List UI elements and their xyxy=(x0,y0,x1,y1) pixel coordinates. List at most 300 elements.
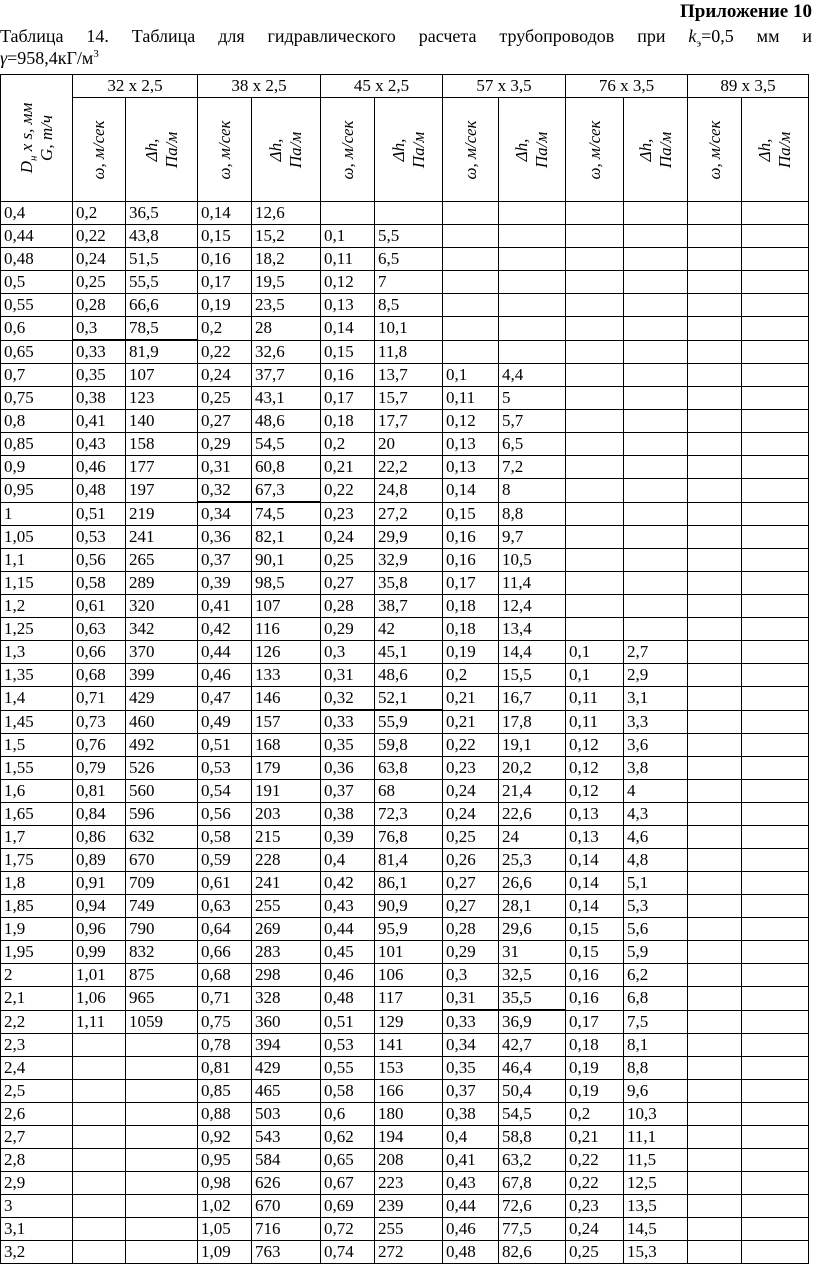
table-cell: 0,55 xyxy=(321,1057,375,1080)
table-cell xyxy=(742,271,809,294)
table-cell: 20 xyxy=(375,433,443,456)
table-cell xyxy=(499,340,566,364)
table-cell xyxy=(742,710,809,734)
table-cell: 0,95 xyxy=(198,1149,252,1172)
table-cell: 1,09 xyxy=(198,1241,252,1264)
flow-cell: 0,55 xyxy=(1,294,73,317)
table-row xyxy=(1,872,809,895)
table-cell xyxy=(566,271,624,294)
table-cell: 10,3 xyxy=(624,1103,688,1126)
table-cell: 560 xyxy=(126,780,198,803)
table-cell: 13,7 xyxy=(375,364,443,387)
table-cell xyxy=(688,271,742,294)
table-cell: 0,15 xyxy=(566,918,624,941)
table-cell: 0,27 xyxy=(321,572,375,595)
flow-cell: 0,5 xyxy=(1,271,73,294)
table-cell: 965 xyxy=(126,987,198,1011)
table-cell: 0,22 xyxy=(198,340,252,364)
table-cell: 24 xyxy=(499,826,566,849)
table-cell: 177 xyxy=(126,456,198,479)
table-cell: 0,56 xyxy=(73,549,126,572)
table-row xyxy=(1,780,809,803)
table-cell: 0,22 xyxy=(566,1149,624,1172)
table-cell: 0,15 xyxy=(198,225,252,248)
table-cell xyxy=(443,271,499,294)
table-cell: 35,5 xyxy=(499,987,566,1011)
table-cell: 2,9 xyxy=(624,664,688,687)
table-cell: 0,86 xyxy=(73,826,126,849)
table-cell xyxy=(566,340,624,364)
table-cell: 129 xyxy=(375,1010,443,1034)
table-cell: 22,6 xyxy=(499,803,566,826)
table-row xyxy=(1,641,809,664)
pressure-loss-symbol: Δh, xyxy=(266,138,285,161)
table-row xyxy=(1,1034,809,1057)
table-cell: 3,1 xyxy=(624,687,688,711)
table-cell xyxy=(688,1034,742,1057)
table-cell: 832 xyxy=(126,941,198,964)
table-cell: 749 xyxy=(126,895,198,918)
table-cell xyxy=(624,271,688,294)
flow-cell: 1,95 xyxy=(1,941,73,964)
flow-cell: 2,2 xyxy=(1,1010,73,1034)
table-cell: 0,22 xyxy=(321,479,375,503)
table-cell xyxy=(126,1218,198,1241)
table-cell: 0,23 xyxy=(443,757,499,780)
flow-cell: 1,15 xyxy=(1,572,73,595)
table-cell xyxy=(688,502,742,526)
table-row xyxy=(1,618,809,641)
table-cell: 11,5 xyxy=(624,1149,688,1172)
table-cell: 0,1 xyxy=(321,225,375,248)
table-cell xyxy=(126,1149,198,1172)
table-cell xyxy=(742,987,809,1011)
table-cell xyxy=(742,294,809,317)
table-cell: 0,17 xyxy=(321,387,375,410)
table-cell: 1,11 xyxy=(73,1010,126,1034)
table-cell: 0,24 xyxy=(321,526,375,549)
table-cell: 0,19 xyxy=(198,294,252,317)
table-cell xyxy=(624,317,688,341)
pressure-loss-header xyxy=(624,98,688,202)
table-cell: 0,88 xyxy=(198,1103,252,1126)
table-cell xyxy=(688,826,742,849)
table-cell xyxy=(742,1195,809,1218)
caption-text: Таблица 14. Таблица для гидравлического расчета трубопроводов при xyxy=(0,26,666,46)
table-cell: 0,13 xyxy=(443,456,499,479)
table-row xyxy=(1,757,809,780)
table-cell: 1059 xyxy=(126,1010,198,1034)
table-cell: 0,46 xyxy=(443,1218,499,1241)
table-cell: 54,5 xyxy=(252,433,321,456)
size-header: 45 x 2,5 xyxy=(321,75,443,98)
table-cell: 0,38 xyxy=(321,803,375,826)
table-cell xyxy=(566,294,624,317)
table-cell: 2,7 xyxy=(624,641,688,664)
table-cell xyxy=(73,1126,126,1149)
table-cell: 10,1 xyxy=(375,317,443,341)
table-cell: 50,4 xyxy=(499,1080,566,1103)
table-cell: 197 xyxy=(126,479,198,503)
table-row xyxy=(1,433,809,456)
table-cell xyxy=(499,248,566,271)
table-cell: 0,51 xyxy=(198,734,252,757)
table-cell: 0,46 xyxy=(198,664,252,687)
table-row xyxy=(1,340,809,364)
flow-cell: 0,7 xyxy=(1,364,73,387)
table-cell xyxy=(73,1172,126,1195)
table-cell: 0,76 xyxy=(73,734,126,757)
table-row xyxy=(1,710,809,734)
flow-cell: 3 xyxy=(1,1195,73,1218)
table-cell: 0,41 xyxy=(443,1149,499,1172)
table-cell: 0,21 xyxy=(566,1126,624,1149)
table-cell: 0,28 xyxy=(443,918,499,941)
table-cell xyxy=(688,1241,742,1264)
table-cell: 0,25 xyxy=(321,549,375,572)
flow-cell: 0,85 xyxy=(1,433,73,456)
table-cell: 0,31 xyxy=(443,987,499,1011)
table-cell xyxy=(375,202,443,225)
table-cell xyxy=(688,549,742,572)
table-row xyxy=(1,826,809,849)
table-cell xyxy=(742,618,809,641)
size-header: 89 x 3,5 xyxy=(688,75,809,98)
table-cell: 20,2 xyxy=(499,757,566,780)
table-cell: 0,71 xyxy=(198,987,252,1011)
table-cell xyxy=(688,987,742,1011)
table-cell: 168 xyxy=(252,734,321,757)
table-cell xyxy=(624,502,688,526)
table-cell xyxy=(688,479,742,503)
table-cell: 0,3 xyxy=(321,641,375,664)
table-cell: 241 xyxy=(252,872,321,895)
table-cell xyxy=(742,918,809,941)
table-cell: 117 xyxy=(375,987,443,1011)
table-cell xyxy=(742,248,809,271)
table-cell xyxy=(688,1010,742,1034)
table-cell: 0,31 xyxy=(321,664,375,687)
table-cell xyxy=(742,1172,809,1195)
table-cell: 66,6 xyxy=(126,294,198,317)
table-cell xyxy=(624,595,688,618)
table-cell xyxy=(443,294,499,317)
table-cell xyxy=(624,456,688,479)
table-cell: 0,53 xyxy=(321,1034,375,1057)
table-cell: 219 xyxy=(126,502,198,526)
flow-cell: 2,8 xyxy=(1,1149,73,1172)
g-label: G, т/ч xyxy=(36,115,56,161)
table-cell xyxy=(742,225,809,248)
table-cell: 228 xyxy=(252,849,321,872)
flow-cell: 0,95 xyxy=(1,479,73,503)
pressure-loss-unit: Па/м xyxy=(532,131,551,168)
table-cell: 140 xyxy=(126,410,198,433)
table-cell: 0,11 xyxy=(443,387,499,410)
table-cell xyxy=(688,664,742,687)
table-cell: 0,43 xyxy=(73,433,126,456)
table-cell: 0,11 xyxy=(321,248,375,271)
table-cell: 8,5 xyxy=(375,294,443,317)
table-cell xyxy=(688,225,742,248)
table-cell: 0,1 xyxy=(443,364,499,387)
table-cell xyxy=(742,1149,809,1172)
dn-label: D xyxy=(16,161,36,174)
table-cell xyxy=(624,225,688,248)
table-cell xyxy=(742,803,809,826)
table-cell: 0,39 xyxy=(198,572,252,595)
velocity-header xyxy=(73,98,126,202)
table-cell xyxy=(126,1172,198,1195)
pressure-loss-header xyxy=(126,98,198,202)
table-cell: 42,7 xyxy=(499,1034,566,1057)
table-cell: 24,8 xyxy=(375,479,443,503)
table-cell xyxy=(624,294,688,317)
table-cell: 17,8 xyxy=(499,710,566,734)
table-cell: 0,37 xyxy=(198,549,252,572)
flow-cell: 2,1 xyxy=(1,987,73,1011)
table-cell xyxy=(566,364,624,387)
velocity-header-text: ω, м/сек xyxy=(704,120,724,179)
table-cell xyxy=(566,317,624,341)
table-cell: 45,1 xyxy=(375,641,443,664)
table-cell: 0,16 xyxy=(321,364,375,387)
table-cell: 23,5 xyxy=(252,294,321,317)
table-cell: 67,3 xyxy=(252,479,321,503)
table-cell: 0,15 xyxy=(321,340,375,364)
table-cell: 0,78 xyxy=(198,1034,252,1057)
table-cell: 0,2 xyxy=(443,664,499,687)
table-cell: 0,63 xyxy=(73,618,126,641)
table-row xyxy=(1,1057,809,1080)
table-cell: 51,5 xyxy=(126,248,198,271)
table-cell: 58,8 xyxy=(499,1126,566,1149)
velocity-header-text: ω, м/сек xyxy=(214,120,234,179)
table-row xyxy=(1,225,809,248)
table-cell: 0,27 xyxy=(443,872,499,895)
table-cell: 63,2 xyxy=(499,1149,566,1172)
table-cell xyxy=(688,918,742,941)
table-cell: 0,14 xyxy=(321,317,375,341)
pressure-loss-header xyxy=(252,98,321,202)
table-cell: 7 xyxy=(375,271,443,294)
flow-cell: 2 xyxy=(1,964,73,987)
table-cell xyxy=(688,387,742,410)
table-cell: 157 xyxy=(252,710,321,734)
table-cell xyxy=(126,1057,198,1080)
table-cell: 0,25 xyxy=(443,826,499,849)
table-cell: 0,46 xyxy=(73,456,126,479)
table-cell xyxy=(688,964,742,987)
table-cell: 32,5 xyxy=(499,964,566,987)
table-cell: 0,22 xyxy=(566,1172,624,1195)
table-cell: 4,8 xyxy=(624,849,688,872)
table-cell xyxy=(566,410,624,433)
table-cell: 0,21 xyxy=(321,456,375,479)
table-cell: 9,7 xyxy=(499,526,566,549)
table-cell xyxy=(126,1195,198,1218)
velocity-header xyxy=(198,98,252,202)
table-cell xyxy=(443,248,499,271)
table-cell: 141 xyxy=(375,1034,443,1057)
table-cell xyxy=(73,1103,126,1126)
table-cell: 82,1 xyxy=(252,526,321,549)
table-cell: 0,16 xyxy=(443,549,499,572)
table-cell: 5,7 xyxy=(499,410,566,433)
table-cell: 0,35 xyxy=(73,364,126,387)
table-cell: 0,11 xyxy=(566,687,624,711)
table-cell: 98,5 xyxy=(252,572,321,595)
flow-cell: 1,5 xyxy=(1,734,73,757)
table-cell: 0,44 xyxy=(321,918,375,941)
table-cell xyxy=(688,872,742,895)
table-cell: 4,3 xyxy=(624,803,688,826)
pressure-loss-unit: Па/м xyxy=(775,131,794,168)
ke-subscript: э xyxy=(696,37,702,50)
table-cell: 429 xyxy=(252,1057,321,1080)
table-cell xyxy=(624,618,688,641)
table-cell xyxy=(688,687,742,711)
table-cell: 179 xyxy=(252,757,321,780)
pressure-loss-symbol: Δh, xyxy=(388,138,408,161)
table-cell xyxy=(566,225,624,248)
table-cell: 8,8 xyxy=(499,502,566,526)
gamma-unit-sup: 3 xyxy=(93,48,99,60)
table-cell: 0,21 xyxy=(443,710,499,734)
table-row xyxy=(1,294,809,317)
table-cell: 15,2 xyxy=(252,225,321,248)
pressure-loss-symbol: Δh, xyxy=(141,138,161,161)
table-cell: 14,5 xyxy=(624,1218,688,1241)
table-cell xyxy=(688,1080,742,1103)
table-cell xyxy=(742,1080,809,1103)
table-row xyxy=(1,387,809,410)
table-cell: 0,44 xyxy=(443,1195,499,1218)
table-row xyxy=(1,317,809,341)
table-cell: 32,6 xyxy=(252,340,321,364)
table-cell: 46,4 xyxy=(499,1057,566,1080)
table-cell: 0,56 xyxy=(198,803,252,826)
table-cell: 0,61 xyxy=(73,595,126,618)
table-cell xyxy=(688,1057,742,1080)
table-cell: 25,3 xyxy=(499,849,566,872)
size-header: 38 x 2,5 xyxy=(198,75,321,98)
table-cell: 0,27 xyxy=(443,895,499,918)
table-cell: 0,16 xyxy=(443,526,499,549)
table-cell xyxy=(742,202,809,225)
table-cell: 0,2 xyxy=(73,202,126,225)
table-cell: 0,13 xyxy=(443,433,499,456)
table-cell: 13,4 xyxy=(499,618,566,641)
table-cell: 255 xyxy=(252,895,321,918)
flow-cell: 1,7 xyxy=(1,826,73,849)
table-row xyxy=(1,271,809,294)
table-cell: 0,41 xyxy=(73,410,126,433)
table-cell xyxy=(566,479,624,503)
table-cell xyxy=(742,1126,809,1149)
gamma-value: =958,4кГ/м xyxy=(7,48,94,68)
table-cell: 158 xyxy=(126,433,198,456)
table-cell: 0,41 xyxy=(198,595,252,618)
table-cell xyxy=(742,757,809,780)
table-row xyxy=(1,895,809,918)
table-cell xyxy=(688,1218,742,1241)
table-cell: 265 xyxy=(126,549,198,572)
table-cell: 399 xyxy=(126,664,198,687)
table-cell: 0,63 xyxy=(198,895,252,918)
table-cell: 7,5 xyxy=(624,1010,688,1034)
table-cell: 0,79 xyxy=(73,757,126,780)
table-cell xyxy=(742,872,809,895)
table-row xyxy=(1,1080,809,1103)
table-cell: 43,1 xyxy=(252,387,321,410)
table-cell: 272 xyxy=(375,1241,443,1264)
table-cell: 0,25 xyxy=(198,387,252,410)
table-cell: 37,7 xyxy=(252,364,321,387)
table-cell xyxy=(688,618,742,641)
table-cell: 0,45 xyxy=(321,941,375,964)
table-cell xyxy=(688,572,742,595)
table-cell: 709 xyxy=(126,872,198,895)
table-cell: 15,7 xyxy=(375,387,443,410)
table-cell: 0,27 xyxy=(198,410,252,433)
table-cell: 29,6 xyxy=(499,918,566,941)
table-cell: 0,53 xyxy=(198,757,252,780)
table-cell: 8 xyxy=(499,479,566,503)
table-cell: 26,6 xyxy=(499,872,566,895)
flow-cell: 0,6 xyxy=(1,317,73,341)
table-cell: 16,7 xyxy=(499,687,566,711)
table-row xyxy=(1,987,809,1011)
table-cell xyxy=(624,410,688,433)
pressure-loss-header-text xyxy=(636,131,676,167)
flow-cell: 1,8 xyxy=(1,872,73,895)
table-cell: 0,49 xyxy=(198,710,252,734)
table-cell: 0,18 xyxy=(566,1034,624,1057)
flow-cell: 0,9 xyxy=(1,456,73,479)
table-cell: 0,67 xyxy=(321,1172,375,1195)
pressure-loss-symbol: Δh, xyxy=(512,138,531,161)
table-cell: 43,8 xyxy=(126,225,198,248)
table-cell: 12,6 xyxy=(252,202,321,225)
table-cell xyxy=(688,1103,742,1126)
table-cell: 0,19 xyxy=(566,1057,624,1080)
table-cell: 0,14 xyxy=(443,479,499,503)
table-cell xyxy=(624,479,688,503)
table-cell: 0,85 xyxy=(198,1080,252,1103)
table-cell xyxy=(688,1126,742,1149)
table-row xyxy=(1,479,809,503)
table-cell: 123 xyxy=(126,387,198,410)
table-cell: 0,43 xyxy=(321,895,375,918)
table-cell: 0,72 xyxy=(321,1218,375,1241)
table-cell: 60,8 xyxy=(252,456,321,479)
table-cell: 0,12 xyxy=(443,410,499,433)
table-cell: 0,4 xyxy=(321,849,375,872)
table-cell xyxy=(688,340,742,364)
table-cell: 0,38 xyxy=(73,387,126,410)
table-cell: 0,28 xyxy=(73,294,126,317)
table-cell: 78,5 xyxy=(126,317,198,341)
table-cell xyxy=(566,456,624,479)
flow-cell: 2,7 xyxy=(1,1126,73,1149)
table-cell xyxy=(73,1218,126,1241)
table-cell xyxy=(688,710,742,734)
size-header: 57 x 3,5 xyxy=(443,75,566,98)
flow-cell: 1,55 xyxy=(1,757,73,780)
table-cell: 255 xyxy=(375,1218,443,1241)
table-cell: 0,39 xyxy=(321,826,375,849)
